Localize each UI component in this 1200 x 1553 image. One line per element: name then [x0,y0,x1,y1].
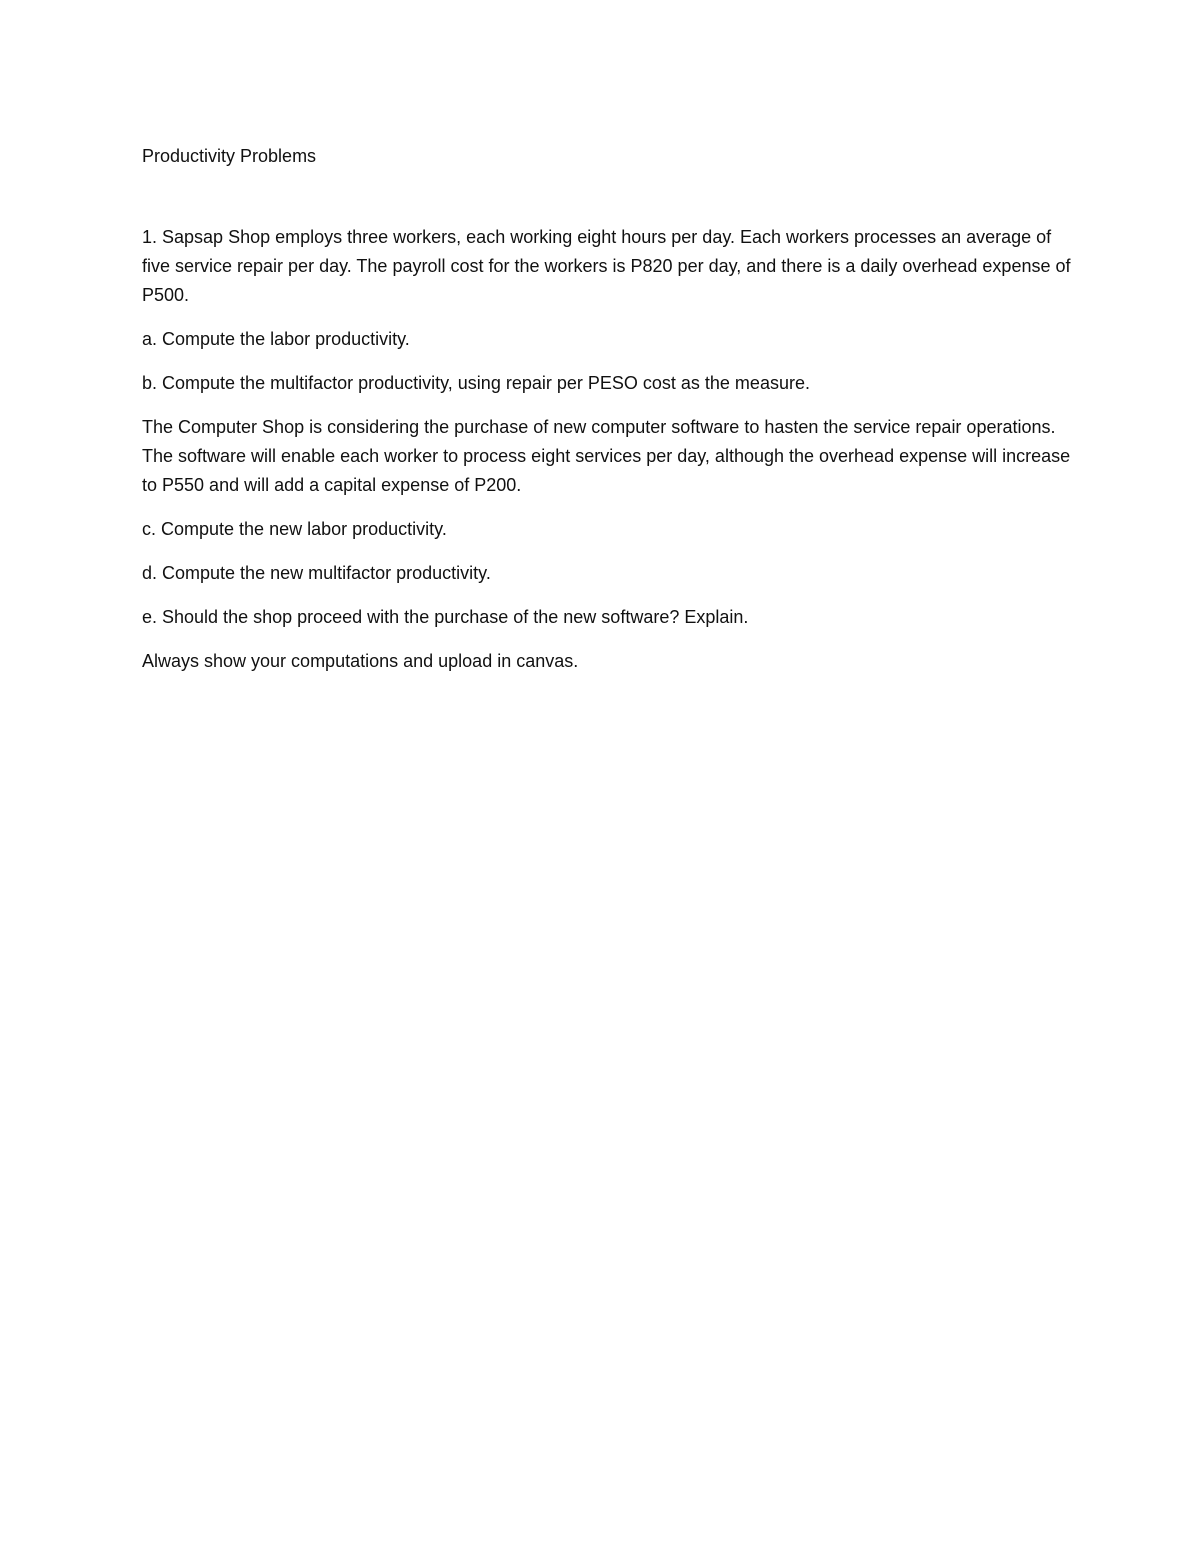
scenario-paragraph: The Computer Shop is considering the purchase of new computer software to hasten the service repair operations. The software will enable each worker to process eight services per day, although the overhead expense will increase to P550 and will add a capital expense of P200. [142,417,1071,495]
question-c: c. Compute the new labor productivity. [142,519,447,539]
question-a: a. Compute the labor productivity. [142,329,410,349]
document-title: Productivity Problems [142,146,317,166]
question-b: b. Compute the multifactor productivity, using repair per PESO cost as the measure. [142,373,810,393]
question-e: e. Should the shop proceed with the purchase of the new software? Explain. [142,607,749,627]
document-body [142,142,1072,691]
instruction-note: Always show your computations and upload in canvas. [142,651,579,671]
question-d: d. Compute the new multifactor productivity. [142,563,491,583]
problem-statement: 1. Sapsap Shop employs three workers, each working eight hours per day. Each workers processes an average of five service repair per day. The payroll cost for the workers is P820 per day, and there is a daily overhead expense of P500. [142,227,1071,305]
